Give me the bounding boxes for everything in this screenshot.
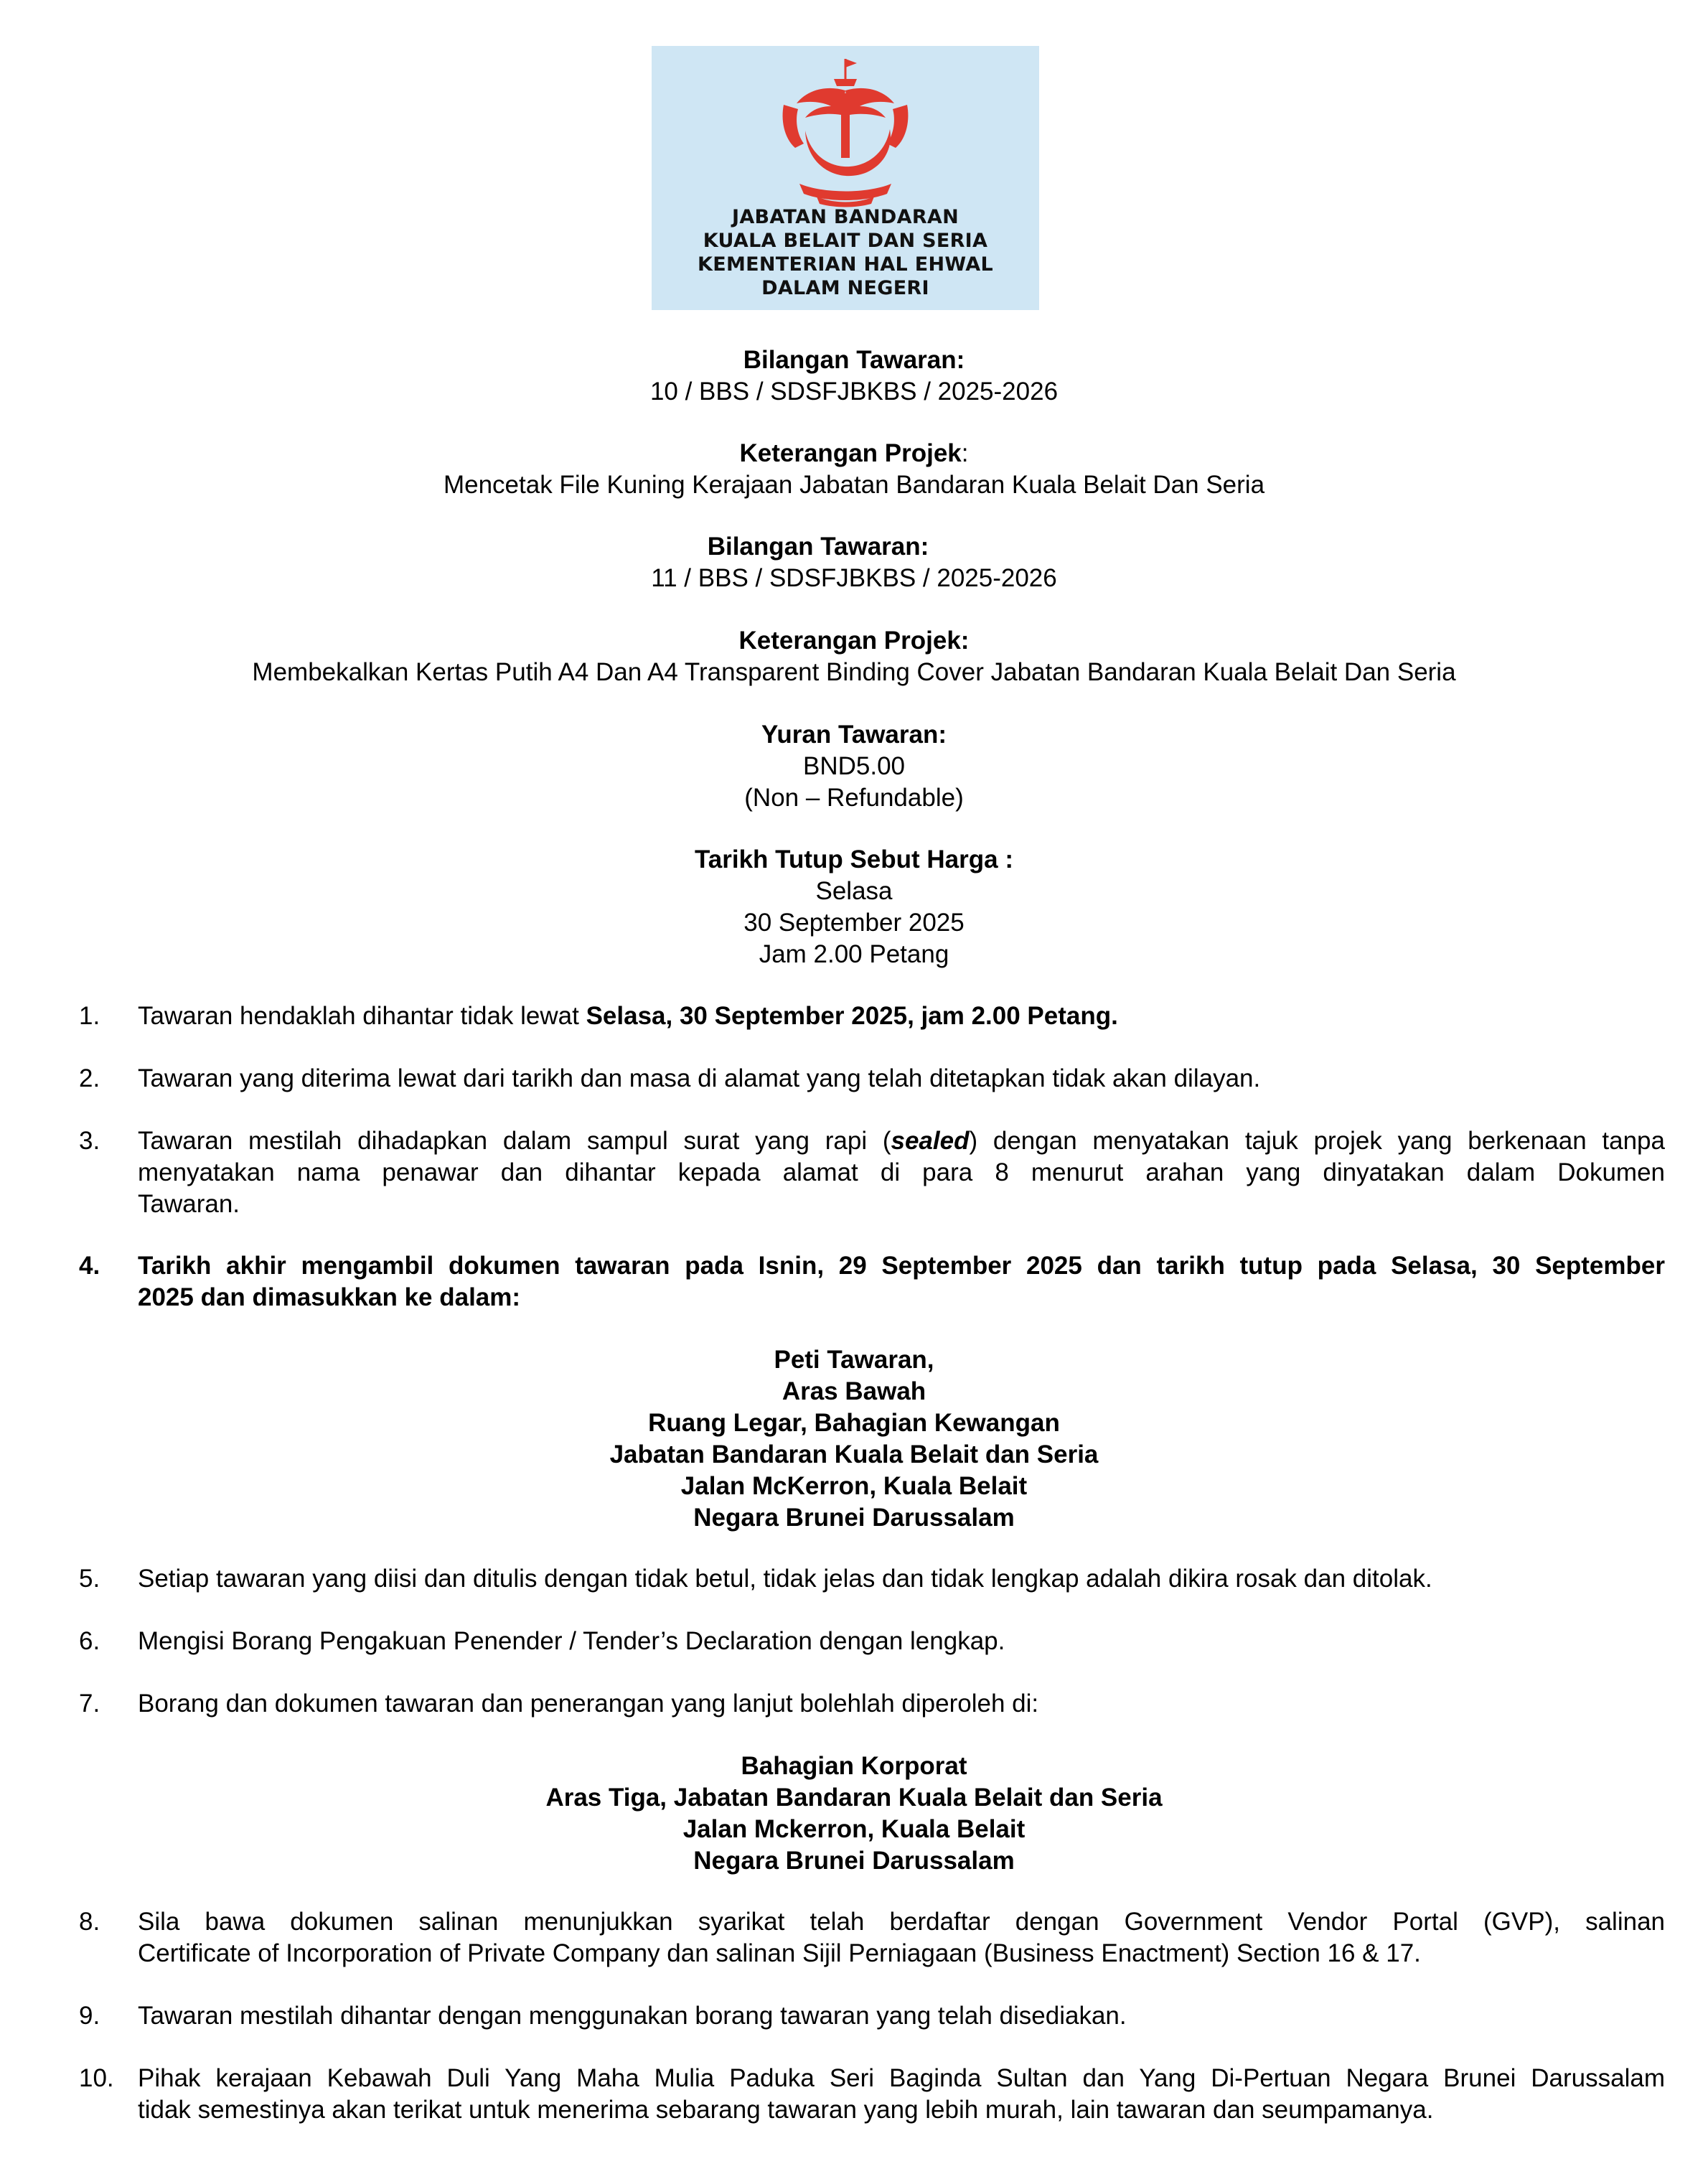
brunei-crest-icon (759, 53, 932, 207)
address-line: Bahagian Korporat (741, 1752, 967, 1780)
item-number: 8. (79, 1908, 100, 1936)
list-item-2 (79, 1063, 1665, 1095)
project2-info (0, 625, 1708, 688)
fee-info (0, 719, 1708, 814)
item-number: 9. (79, 2002, 100, 2030)
address-line: Jalan Mckerron, Kuala Belait (682, 1815, 1026, 1843)
closing-info (0, 844, 1708, 970)
address-line: Aras Bawah (782, 1377, 926, 1405)
item-text: Setiap tawaran yang diisi dan ditulis dengan tidak betul, tidak jelas dan tidak lengkap adalah dikira rosak dan ditolak. (138, 1565, 1432, 1593)
list-item-7 (79, 1688, 1665, 1720)
item-text: Mengisi Borang Pengakuan Penender / Tender’s Declaration dengan lengkap. (138, 1627, 1005, 1655)
ket2-label: Keterangan Projek: (738, 627, 970, 655)
address-line: Aras Tiga, Jabatan Bandaran Kuala Belait dan Seria (545, 1784, 1163, 1812)
bil1-label: Bilangan Tawaran: (743, 346, 965, 374)
logo-line: KUALA BELAIT DAN SERIA (703, 230, 988, 252)
address-line: Ruang Legar, Bahagian Kewangan (648, 1409, 1060, 1437)
item-text: Certificate of Incorporation of Private Company dan salinan Sijil Perniagaan (Business Enactment) Section 16 & 17. (138, 1939, 1421, 1967)
ket1-colon: : (961, 439, 969, 467)
list-item-9 (79, 2000, 1665, 2032)
item-text: Sila bawa dokumen salinan menunjukkan syarikat telah berdaftar dengan Government Vendor Portal (GVP), salinan (138, 1908, 1665, 1936)
item-text: ) dengan menyatakan tajuk projek yang berkenaan tanpa (969, 1127, 1665, 1155)
item-number: 1. (79, 1002, 100, 1030)
item-text-emphasis: sealed (891, 1127, 970, 1155)
address-line: Jalan McKerron, Kuala Belait (680, 1472, 1028, 1500)
bil1-value: 10 / BBS / SDSFJBKBS / 2025-2026 (649, 378, 1059, 406)
yuran-value: BND5.00 (802, 752, 906, 780)
list-item-5 (79, 1563, 1665, 1595)
list-item-4 (79, 1250, 1665, 1313)
address-line: Peti Tawaran, (774, 1346, 934, 1374)
logo-line: DALAM NEGERI (761, 277, 929, 299)
item-text: Tawaran hendaklah dihantar tidak lewat (138, 1002, 586, 1030)
tarikh-label: Tarikh Tutup Sebut Harga : (695, 845, 1013, 873)
item-number: 3. (79, 1127, 100, 1155)
item-text: Pihak kerajaan Kebawah Duli Yang Maha Mulia Paduka Seri Baginda Sultan dan Yang Di-Pertuan Negara Brunei Darussalam (138, 2064, 1665, 2092)
item-text: menyatakan nama penawar dan dihantar kepada alamat di para 8 menurut arahan yang dinyatakan dalam Dokumen (138, 1158, 1665, 1186)
item-number: 4. (79, 1252, 100, 1280)
address-line: Negara Brunei Darussalam (693, 1504, 1015, 1532)
list-item-8 (79, 1906, 1665, 1969)
item-text: Tarikh akhir mengambil dokumen tawaran pada Isnin, 29 September 2025 dan tarikh tutup pada Selasa, 30 September (138, 1252, 1665, 1280)
tarikh-date: 30 September 2025 (743, 909, 965, 937)
item-number: 5. (79, 1565, 100, 1593)
tarikh-day: Selasa (815, 877, 893, 905)
yuran-note: (Non – Refundable) (744, 784, 964, 812)
item-text: tidak semestinya akan terikat untuk menerima sebarang tawaran yang lebih murah, lain tawaran dan seumpamanya. (138, 2096, 1434, 2124)
department-logo (652, 46, 1039, 310)
logo-line: JABATAN BANDARAN (732, 206, 959, 228)
list-item-6 (79, 1626, 1665, 1657)
item-text: 2025 dan dimasukkan ke dalam: (138, 1283, 521, 1311)
item-text-bold: Selasa, 30 September 2025, jam 2.00 Petang. (586, 1002, 1118, 1030)
ket2-value: Membekalkan Kertas Putih A4 Dan A4 Transparent Binding Cover Jabatan Bandaran Kuala Belait Dan Seria (252, 658, 1456, 686)
address-line: Jabatan Bandaran Kuala Belait dan Seria (609, 1440, 1099, 1468)
department-name (652, 205, 1039, 300)
bil2-label: Bilangan Tawaran: (707, 533, 929, 561)
bil2-value: 11 / BBS / SDSFJBKBS / 2025-2026 (651, 564, 1057, 592)
ket1-label: Keterangan Projek (739, 439, 962, 467)
tender-info (0, 345, 1708, 408)
address-line: Negara Brunei Darussalam (693, 1847, 1015, 1875)
item-number: 2. (79, 1064, 100, 1092)
item-text: Tawaran mestilah dihantar dengan menggunakan borang tawaran yang telah disediakan. (138, 2002, 1127, 2030)
item-text: Borang dan dokumen tawaran dan penerangan yang lanjut bolehlah diperoleh di: (138, 1690, 1039, 1718)
ket1-value: Mencetak File Kuning Kerajaan Jabatan Bandaran Kuala Belait Dan Seria (443, 471, 1265, 499)
logo-line: KEMENTERIAN HAL EHWAL (698, 253, 993, 276)
item-text: Tawaran mestilah dihadapkan dalam sampul surat yang rapi ( (138, 1127, 891, 1155)
item-number: 10. (79, 2064, 114, 2092)
info-address (0, 1751, 1708, 1877)
list-item-1 (79, 1001, 1665, 1032)
item-text: Tawaran. (138, 1190, 240, 1218)
tarikh-time: Jam 2.00 Petang (759, 940, 949, 968)
list-item-10 (79, 2063, 1665, 2126)
item-text: Tawaran yang diterima lewat dari tarikh dan masa di alamat yang telah ditetapkan tidak akan dilayan. (138, 1064, 1261, 1092)
item-number: 6. (79, 1627, 100, 1655)
list-item-3 (79, 1125, 1665, 1220)
yuran-label: Yuran Tawaran: (761, 721, 947, 749)
submission-address (0, 1344, 1708, 1534)
tender2-info (0, 531, 1708, 594)
item-number: 7. (79, 1690, 100, 1718)
project1-info (0, 438, 1708, 501)
